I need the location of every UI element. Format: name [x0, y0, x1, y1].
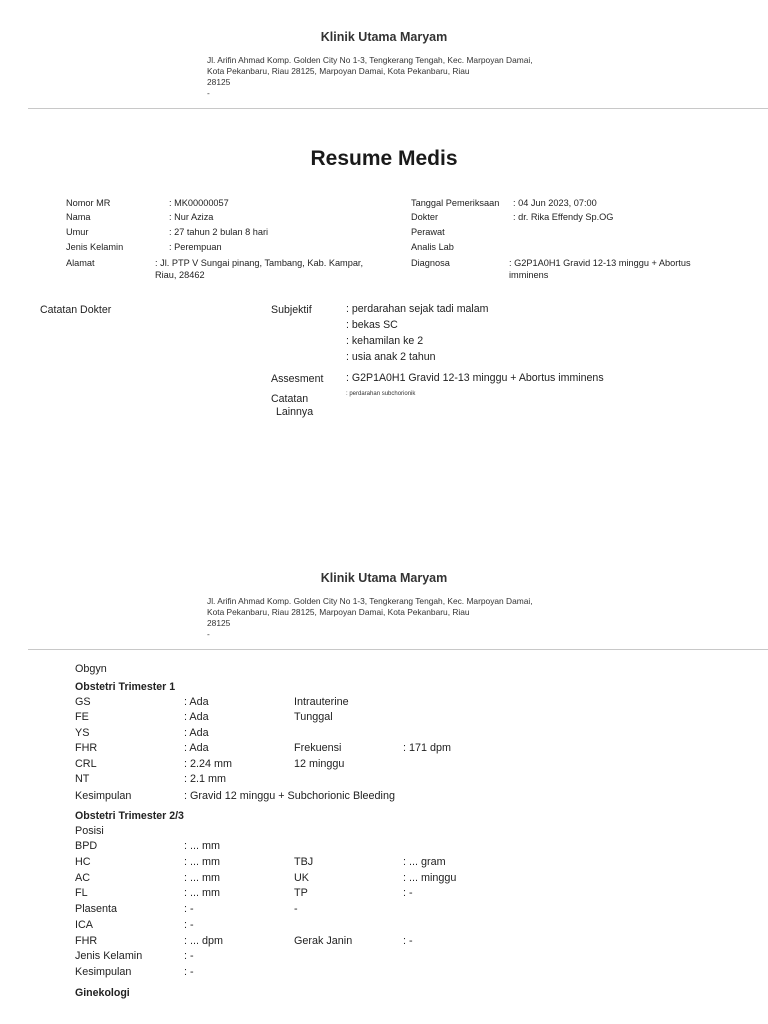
address-line: 28125	[207, 77, 231, 87]
address-value: : Jl. PTP V Sungai pinang, Tambang, Kab. Kampar,	[155, 258, 364, 268]
fetal-movement-label: Gerak Janin	[294, 935, 353, 947]
address-line: -	[207, 88, 210, 98]
page-title: Resume Medis	[310, 147, 458, 170]
ac-label: AC	[75, 872, 90, 884]
subjective-item: : kehamilan ke 2	[346, 335, 424, 347]
address-line: Jl. Arifin Ahmad Komp. Golden City No 1-3, Tengkerang Tengah, Kec. Marpoyan Damai,	[207, 596, 533, 606]
subjective-label: Subjektif	[271, 304, 312, 316]
nurse-label: Perawat	[411, 227, 445, 237]
bpd-label: BPD	[75, 840, 98, 852]
other-notes-label: Catatan	[271, 393, 309, 405]
frequency-label: Frekuensi	[294, 742, 342, 754]
subjective-item: : usia anak 2 tahun	[346, 351, 436, 363]
ica-label: ICA	[75, 919, 93, 931]
header-divider	[28, 649, 768, 650]
subjective-item: : bekas SC	[346, 319, 398, 331]
age-label: Umur	[66, 227, 89, 237]
gender-value: : Perempuan	[169, 242, 222, 252]
diagnosis-value-cont: imminens	[509, 270, 549, 280]
nt-label: NT	[75, 773, 90, 785]
name-value: : Nur Aziza	[169, 212, 214, 222]
assessment-value: : G2P1A0H1 Gravid 12-13 minggu + Abortus imminens	[346, 372, 604, 384]
subjective-item: : perdarahan sejak tadi malam	[346, 303, 489, 315]
age-value: : 27 tahun 2 bulan 8 hari	[169, 227, 269, 237]
obgyn-heading: Obgyn	[75, 663, 107, 675]
other-notes-label-cont: Lainnya	[276, 406, 314, 418]
doctor-label: Dokter	[411, 212, 439, 222]
exam-date-value: : 04 Jun 2023, 07:00	[513, 198, 597, 208]
conclusion2-label: Kesimpulan	[75, 966, 132, 978]
plasenta-extra: -	[294, 903, 298, 915]
clinic-address	[207, 55, 567, 99]
assessment-label: Assesment	[271, 373, 324, 385]
frequency-value: : 171 dpm	[403, 742, 452, 754]
crl-label: CRL	[75, 758, 97, 770]
tbj-label: TBJ	[294, 856, 314, 868]
tp-label: TP	[294, 887, 308, 899]
fetal-sex-value: : -	[184, 950, 194, 962]
fetal-sex-label: Jenis Kelamin	[75, 950, 143, 962]
fhr2-value: : ... dpm	[184, 935, 224, 947]
trimester23-heading: Obstetri Trimester 2/3	[75, 810, 184, 822]
fe-value: : Ada	[184, 711, 209, 723]
hc-label: HC	[75, 856, 91, 868]
tbj-value: : ... gram	[403, 856, 446, 868]
plasenta-label: Plasenta	[75, 903, 118, 915]
address-line: Kota Pekanbaru, Riau 28125, Marpoyan Damai, Kota Pekanbaru, Riau	[207, 66, 470, 76]
other-notes-value: : perdarahan subchorionik	[346, 391, 416, 397]
fhr-value: : Ada	[184, 742, 209, 754]
address-value-cont: Riau, 28462	[155, 270, 205, 280]
fe-label: FE	[75, 711, 89, 723]
mr-value: : MK00000057	[169, 198, 229, 208]
crl-value: : 2.24 mm	[184, 758, 233, 770]
doctor-notes-label: Catatan Dokter	[40, 304, 112, 316]
gs-extra: Intrauterine	[294, 696, 349, 708]
fl-value: : ... mm	[184, 887, 220, 899]
ica-value: : -	[184, 919, 194, 931]
nt-value: : 2.1 mm	[184, 773, 226, 785]
name-label: Nama	[66, 212, 91, 222]
trimester1-heading: Obstetri Trimester 1	[75, 681, 176, 693]
fe-extra: Tunggal	[294, 711, 333, 723]
address-line: Kota Pekanbaru, Riau 28125, Marpoyan Damai, Kota Pekanbaru, Riau	[207, 607, 470, 617]
gynecology-heading: Ginekologi	[75, 987, 130, 999]
address-line: 28125	[207, 618, 231, 628]
bpd-value: : ... mm	[184, 840, 220, 852]
conclusion-label: Kesimpulan	[75, 790, 132, 802]
posisi-label: Posisi	[75, 825, 104, 837]
fetal-movement-value: : -	[403, 935, 413, 947]
clinic-address	[207, 596, 567, 640]
gs-value: : Ada	[184, 696, 209, 708]
ys-label: YS	[75, 727, 90, 739]
ac-value: : ... mm	[184, 872, 220, 884]
conclusion-value: : Gravid 12 minggu + Subchorionic Bleeding	[184, 790, 395, 802]
fhr-label: FHR	[75, 742, 98, 754]
exam-date-label: Tanggal Pemeriksaan	[411, 198, 500, 208]
gs-label: GS	[75, 696, 91, 708]
header-divider	[28, 108, 768, 109]
uk-label: UK	[294, 872, 309, 884]
plasenta-value: : -	[184, 903, 194, 915]
diagnosis-value: : G2P1A0H1 Gravid 12-13 minggu + Abortus	[509, 258, 691, 268]
fl-label: FL	[75, 887, 88, 899]
clinic-name: Klinik Utama Maryam	[320, 571, 448, 585]
mr-label: Nomor MR	[66, 198, 111, 208]
address-line: -	[207, 629, 210, 639]
doctor-value: : dr. Rika Effendy Sp.OG	[513, 212, 614, 222]
ys-value: : Ada	[184, 727, 209, 739]
clinic-name: Klinik Utama Maryam	[320, 30, 448, 44]
crl-extra: 12 minggu	[294, 758, 345, 770]
tp-value: : -	[403, 887, 413, 899]
diagnosis-label: Diagnosa	[411, 258, 450, 268]
conclusion2-value: : -	[184, 966, 194, 978]
gender-label: Jenis Kelamin	[66, 242, 124, 252]
address-line: Jl. Arifin Ahmad Komp. Golden City No 1-3, Tengkerang Tengah, Kec. Marpoyan Damai,	[207, 55, 533, 65]
address-label: Alamat	[66, 258, 95, 268]
lab-label: Analis Lab	[411, 242, 454, 252]
hc-value: : ... mm	[184, 856, 220, 868]
fhr2-label: FHR	[75, 935, 98, 947]
uk-value: : ... minggu	[403, 872, 457, 884]
